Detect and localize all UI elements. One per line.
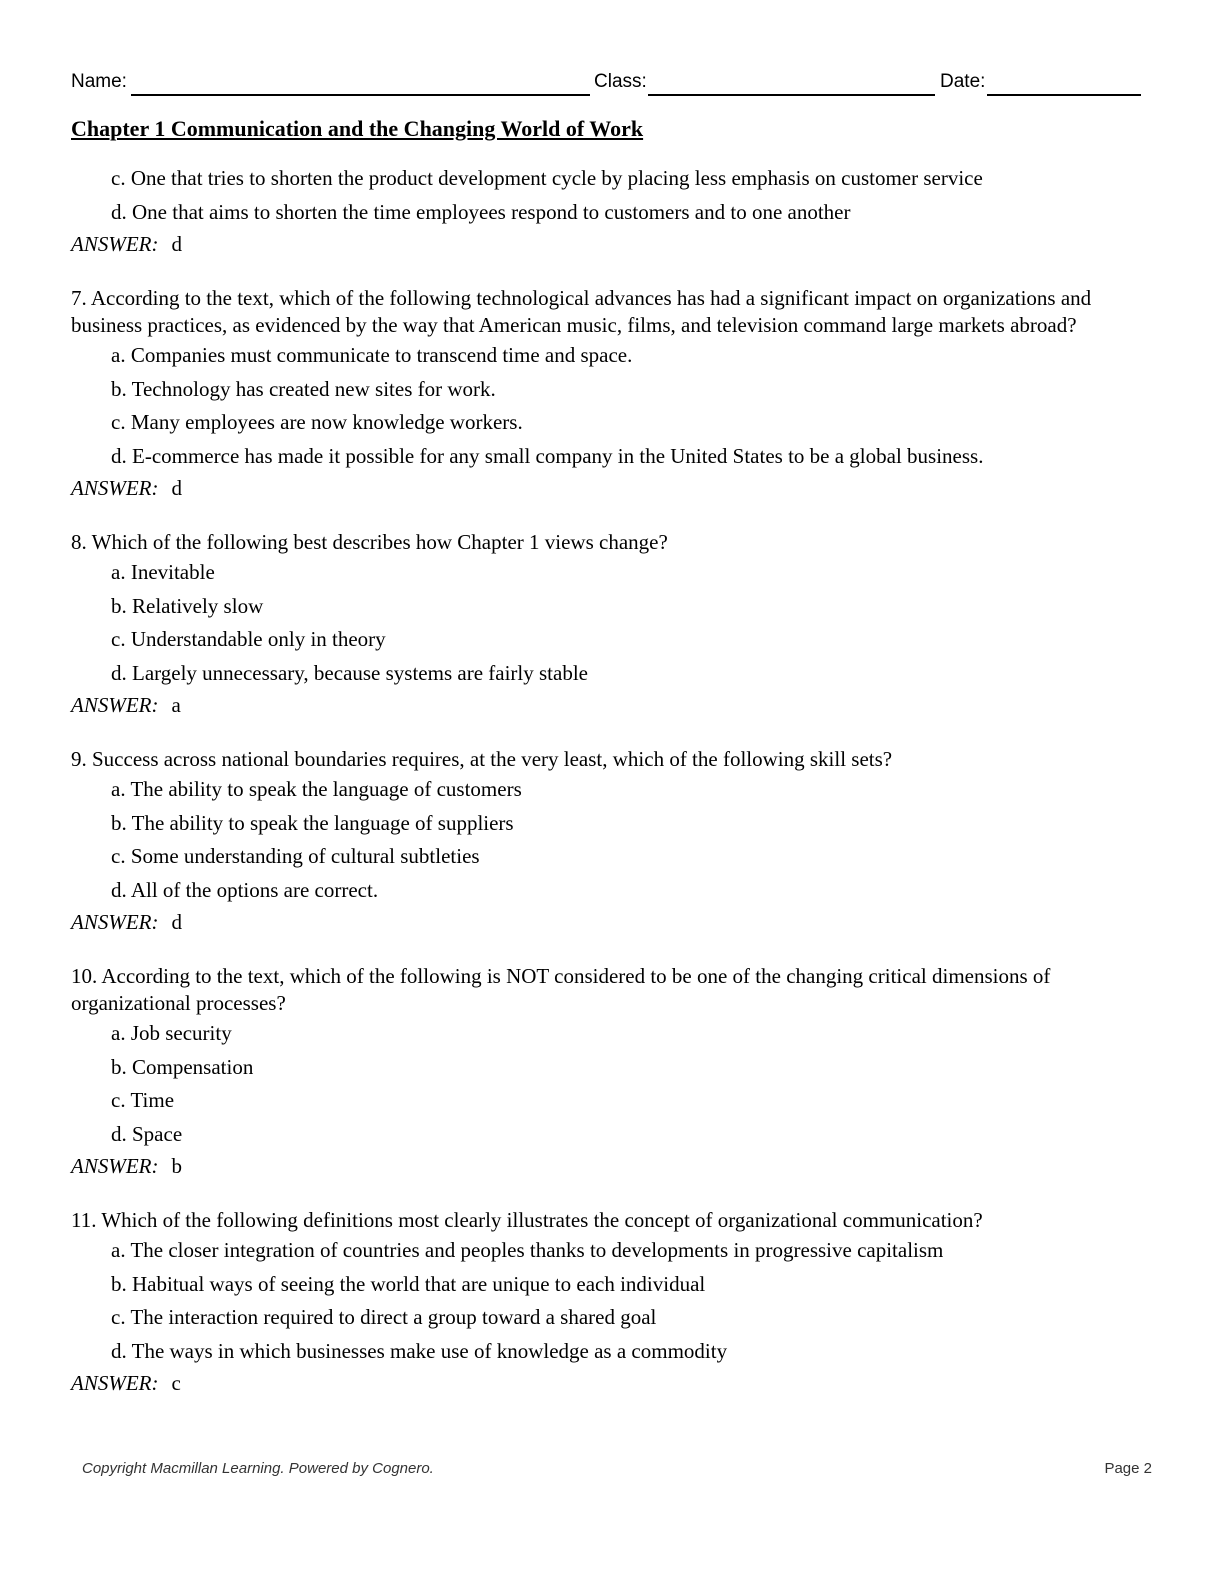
answer-option: a. Inevitable — [111, 560, 215, 584]
answer-option: c. Understandable only in theory — [111, 627, 386, 651]
question-stem: 8. Which of the following best describes how Chapter 1 views change? — [71, 530, 668, 554]
chapter-title: Chapter 1 Communication and the Changing World of Work — [71, 116, 644, 141]
question-11 — [71, 1207, 1161, 1399]
answer-value: c — [171, 1371, 181, 1395]
answer-option: b. Habitual ways of seeing the world that are unique to each individual — [111, 1271, 706, 1296]
answer-option: c. Many employees are now knowledge workers. — [111, 410, 523, 434]
answer-option: b. The ability to speak the language of suppliers — [111, 810, 514, 835]
answer-option: d. One that aims to shorten the time employees respond to customers and to one another — [111, 199, 851, 224]
answer-option: a. The ability to speak the language of customers — [111, 777, 522, 801]
answer-label: ANSWER: — [71, 1371, 159, 1395]
answer-key — [71, 473, 1161, 504]
class-label: Class: — [594, 71, 647, 92]
answer-option: b. Technology has created new sites for work. — [111, 376, 496, 401]
question-8 — [71, 529, 1161, 721]
question-stem: 11. Which of the following definitions most clearly illustrates the concept of organizational communication? — [71, 1208, 983, 1232]
answer-option: d. Largely unnecessary, because systems are fairly stable — [111, 660, 588, 685]
answer-label: ANSWER: — [71, 232, 159, 256]
question-list — [71, 162, 1161, 1399]
question-9 — [71, 746, 1161, 938]
question-10 — [71, 963, 1161, 1182]
answer-value: b — [171, 1154, 182, 1178]
class-blank-line — [648, 94, 935, 96]
answer-label: ANSWER: — [71, 1154, 159, 1178]
copyright-text: Copyright Macmillan Learning. Powered by Cognero. — [82, 1460, 434, 1477]
question-stem: 10. According to the text, which of the following is NOT considered to be one of the changing critical dimensions of organizational processes? — [71, 964, 1051, 1015]
answer-value: a — [171, 693, 181, 717]
answer-option: b. Relatively slow — [111, 593, 264, 618]
date-blank-line — [987, 94, 1141, 96]
answer-option: b. Compensation — [111, 1054, 254, 1079]
answer-option: a. Job security — [111, 1021, 232, 1045]
name-label: Name: — [71, 71, 127, 92]
answer-value: d — [171, 910, 182, 934]
page-footer — [82, 1460, 1152, 1480]
question-stem: 7. According to the text, which of the following technological advances has had a significant impact on organizations and business practices, as evidenced by the way that American music, films, and television command large markets abroad? — [71, 286, 1092, 337]
continued-question — [71, 162, 1161, 260]
answer-key — [71, 1368, 1161, 1399]
student-info-header — [71, 71, 1143, 97]
answer-label: ANSWER: — [71, 910, 159, 934]
answer-option: c. Some understanding of cultural subtleties — [111, 844, 480, 868]
answer-option: c. One that tries to shorten the product development cycle by placing less emphasis on customer service — [111, 166, 983, 190]
question-7 — [71, 285, 1161, 504]
answer-key — [71, 229, 1161, 260]
answer-option: a. The closer integration of countries and peoples thanks to developments in progressive capitalism — [111, 1238, 944, 1262]
name-blank-line — [131, 94, 590, 96]
answer-value: d — [171, 476, 182, 500]
answer-key — [71, 690, 1161, 721]
answer-option: d. The ways in which businesses make use of knowledge as a commodity — [111, 1338, 728, 1363]
answer-key — [71, 907, 1161, 938]
answer-option: d. All of the options are correct. — [111, 877, 379, 902]
answer-option: d. E-commerce has made it possible for any small company in the United States to be a global business. — [111, 443, 984, 468]
answer-label: ANSWER: — [71, 693, 159, 717]
answer-key — [71, 1151, 1161, 1182]
answer-option: d. Space — [111, 1121, 183, 1146]
question-stem: 9. Success across national boundaries requires, at the very least, which of the following skill sets? — [71, 747, 893, 771]
answer-value: d — [171, 232, 182, 256]
date-label: Date: — [940, 71, 986, 92]
answer-label: ANSWER: — [71, 476, 159, 500]
answer-option: c. The interaction required to direct a group toward a shared goal — [111, 1305, 657, 1329]
page-number: Page 2 — [1104, 1460, 1152, 1477]
answer-option: a. Companies must communicate to transcend time and space. — [111, 343, 633, 367]
answer-option: c. Time — [111, 1088, 175, 1112]
